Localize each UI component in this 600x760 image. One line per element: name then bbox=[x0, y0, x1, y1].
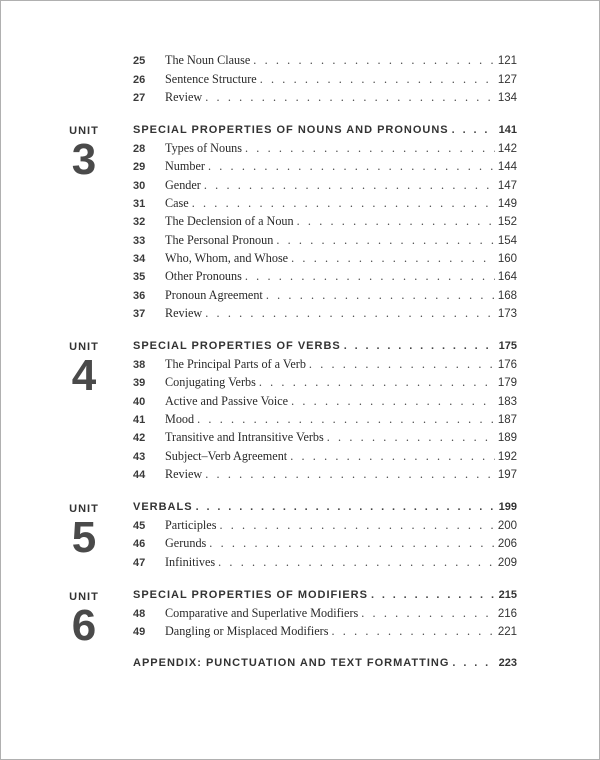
page-number: 147 bbox=[497, 180, 517, 192]
lesson-number: 43 bbox=[133, 451, 146, 463]
unit-heading bbox=[133, 340, 517, 352]
leader-dots bbox=[452, 657, 495, 669]
unit-label: UNIT bbox=[69, 503, 99, 515]
lesson-number: 34 bbox=[133, 253, 146, 265]
lesson-title: Mood bbox=[165, 412, 195, 426]
page-number: 189 bbox=[497, 432, 517, 444]
leader-dots bbox=[290, 449, 495, 464]
lesson-number: 40 bbox=[133, 396, 146, 408]
page-number: 183 bbox=[497, 396, 517, 408]
lesson-title: Gender bbox=[165, 178, 201, 192]
toc-entry bbox=[133, 233, 517, 248]
lesson-number: 33 bbox=[133, 235, 146, 247]
unit-number: 3 bbox=[71, 135, 97, 184]
leader-dots bbox=[205, 90, 495, 105]
lesson-number: 30 bbox=[133, 180, 146, 192]
page-number: 142 bbox=[497, 143, 517, 155]
page-number: 152 bbox=[497, 216, 517, 228]
toc-entry bbox=[133, 214, 517, 229]
leader-dots bbox=[327, 430, 495, 445]
page-number: 216 bbox=[497, 608, 517, 620]
leader-dots bbox=[344, 340, 496, 352]
page-number: 176 bbox=[497, 359, 517, 371]
page-number: 134 bbox=[497, 92, 517, 104]
lesson-title: Comparative and Superlative Modifiers bbox=[165, 606, 359, 620]
page-number: 164 bbox=[497, 271, 517, 283]
lesson-title: The Noun Clause bbox=[165, 53, 251, 67]
leader-dots bbox=[297, 214, 495, 229]
unit-heading-title: SPECIAL PROPERTIES OF VERBS bbox=[133, 340, 341, 352]
toc-entry bbox=[133, 357, 517, 372]
toc-entry bbox=[133, 430, 517, 445]
page-number: 200 bbox=[497, 520, 517, 532]
toc-entry bbox=[133, 536, 517, 551]
toc-entry bbox=[133, 141, 517, 156]
lesson-number: 42 bbox=[133, 432, 146, 444]
leader-dots bbox=[245, 269, 495, 284]
toc-entry bbox=[133, 555, 517, 570]
toc-entry bbox=[133, 449, 517, 464]
unit-heading-title: SPECIAL PROPERTIES OF MODIFIERS bbox=[133, 589, 368, 601]
lesson-title: Number bbox=[165, 159, 205, 173]
leader-dots bbox=[259, 375, 495, 390]
page-number: 173 bbox=[497, 308, 517, 320]
page-number: 187 bbox=[497, 414, 517, 426]
unit-heading bbox=[133, 124, 517, 136]
toc-entry bbox=[133, 375, 517, 390]
lesson-number: 35 bbox=[133, 271, 146, 283]
lesson-number: 45 bbox=[133, 520, 146, 532]
leader-dots bbox=[204, 178, 495, 193]
page-number: 168 bbox=[497, 290, 517, 302]
lesson-number: 36 bbox=[133, 290, 146, 302]
toc-entry bbox=[133, 159, 517, 174]
toc-entry bbox=[133, 53, 517, 68]
leader-dots bbox=[205, 467, 495, 482]
toc-entry bbox=[133, 269, 517, 284]
toc-entry bbox=[133, 606, 517, 621]
lesson-title: Conjugating Verbs bbox=[165, 375, 256, 389]
lesson-title: Other Pronouns bbox=[165, 269, 242, 283]
lesson-number: 39 bbox=[133, 377, 146, 389]
lesson-title: The Personal Pronoun bbox=[165, 233, 274, 247]
leader-dots bbox=[218, 555, 495, 570]
unit-heading-title: VERBALS bbox=[133, 501, 193, 513]
leader-dots bbox=[209, 536, 495, 551]
leader-dots bbox=[192, 196, 495, 211]
page-number: 192 bbox=[497, 451, 517, 463]
leader-dots bbox=[197, 412, 495, 427]
leader-dots bbox=[371, 589, 496, 601]
toc-entry bbox=[133, 90, 517, 105]
toc-entry bbox=[133, 306, 517, 321]
unit-label: UNIT bbox=[69, 125, 99, 137]
unit-heading bbox=[133, 501, 517, 513]
lesson-number: 29 bbox=[133, 161, 146, 173]
leader-dots bbox=[266, 288, 495, 303]
toc-entry bbox=[133, 518, 517, 533]
unit-number: 4 bbox=[71, 351, 97, 400]
page-number: 206 bbox=[497, 538, 517, 550]
page-number: 223 bbox=[498, 657, 517, 669]
unit-heading-title: SPECIAL PROPERTIES OF NOUNS AND PRONOUNS bbox=[133, 124, 449, 136]
leader-dots bbox=[276, 233, 494, 248]
page-number: 144 bbox=[497, 161, 517, 173]
lesson-number: 46 bbox=[133, 538, 146, 550]
lesson-title: Sentence Structure bbox=[165, 72, 257, 86]
leader-dots bbox=[205, 306, 495, 321]
lesson-number: 26 bbox=[133, 74, 146, 86]
page-number: 127 bbox=[497, 74, 517, 86]
lesson-number: 27 bbox=[133, 92, 146, 104]
leader-dots bbox=[452, 124, 496, 136]
page-number: 199 bbox=[498, 501, 517, 513]
leader-dots bbox=[291, 394, 495, 409]
page-number: 209 bbox=[497, 557, 517, 569]
toc-entry bbox=[133, 412, 517, 427]
page-number: 197 bbox=[497, 469, 517, 481]
leader-dots bbox=[260, 72, 495, 87]
lesson-title: Case bbox=[165, 196, 189, 210]
lesson-title: The Declension of a Noun bbox=[165, 214, 294, 228]
toc-entry bbox=[133, 251, 517, 266]
leader-dots bbox=[309, 357, 495, 372]
page-number: 221 bbox=[497, 626, 517, 638]
lesson-title: Gerunds bbox=[165, 536, 207, 550]
page-number: 154 bbox=[497, 235, 517, 247]
page-number: 215 bbox=[498, 589, 517, 601]
lesson-title: Review bbox=[165, 90, 203, 104]
appendix-entry bbox=[133, 657, 517, 669]
lesson-title: Dangling or Misplaced Modifiers bbox=[165, 624, 329, 638]
lesson-title: Transitive and Intransitive Verbs bbox=[165, 430, 324, 444]
unit-heading bbox=[133, 589, 517, 601]
toc-entry bbox=[133, 72, 517, 87]
lesson-number: 28 bbox=[133, 143, 146, 155]
leader-dots bbox=[361, 606, 495, 621]
lesson-title: Who, Whom, and Whose bbox=[165, 251, 289, 265]
toc-entry bbox=[133, 624, 517, 639]
page-number: 149 bbox=[497, 198, 517, 210]
toc-entry bbox=[133, 394, 517, 409]
page-number: 179 bbox=[497, 377, 517, 389]
lesson-number: 49 bbox=[133, 626, 146, 638]
toc-entry bbox=[133, 196, 517, 211]
page-number: 121 bbox=[497, 55, 517, 67]
lesson-title: Types of Nouns bbox=[165, 141, 243, 155]
toc-entry bbox=[133, 288, 517, 303]
toc-entry bbox=[133, 467, 517, 482]
unit-label: UNIT bbox=[69, 591, 99, 603]
lesson-number: 31 bbox=[133, 198, 146, 210]
page-number: 160 bbox=[497, 253, 517, 265]
toc-entry bbox=[133, 178, 517, 193]
leader-dots bbox=[331, 624, 494, 639]
lesson-title: Participles bbox=[165, 518, 217, 532]
lesson-title: Review bbox=[165, 467, 203, 481]
lesson-number: 37 bbox=[133, 308, 146, 320]
appendix-title: APPENDIX: PUNCTUATION AND TEXT FORMATTING bbox=[133, 657, 450, 669]
lesson-number: 25 bbox=[133, 55, 146, 67]
lesson-title: Pronoun Agreement bbox=[165, 288, 263, 302]
leader-dots bbox=[219, 518, 494, 533]
unit-number: 5 bbox=[71, 513, 97, 562]
lesson-number: 48 bbox=[133, 608, 146, 620]
leader-dots bbox=[245, 141, 495, 156]
lesson-number: 44 bbox=[133, 469, 146, 481]
leader-dots bbox=[253, 53, 495, 68]
leader-dots bbox=[291, 251, 495, 266]
lesson-title: Infinitives bbox=[165, 555, 216, 569]
lesson-number: 41 bbox=[133, 414, 146, 426]
lesson-title: Active and Passive Voice bbox=[165, 394, 289, 408]
leader-dots bbox=[196, 501, 496, 513]
lesson-title: Subject–Verb Agreement bbox=[165, 449, 288, 463]
lesson-number: 47 bbox=[133, 557, 146, 569]
unit-number: 6 bbox=[71, 601, 97, 650]
leader-dots bbox=[208, 159, 495, 174]
lesson-title: Review bbox=[165, 306, 203, 320]
page-number: 175 bbox=[498, 340, 517, 352]
unit-label: UNIT bbox=[69, 341, 99, 353]
lesson-number: 32 bbox=[133, 216, 146, 228]
lesson-number: 38 bbox=[133, 359, 146, 371]
page-number: 141 bbox=[498, 124, 517, 136]
lesson-title: The Principal Parts of a Verb bbox=[165, 357, 306, 371]
